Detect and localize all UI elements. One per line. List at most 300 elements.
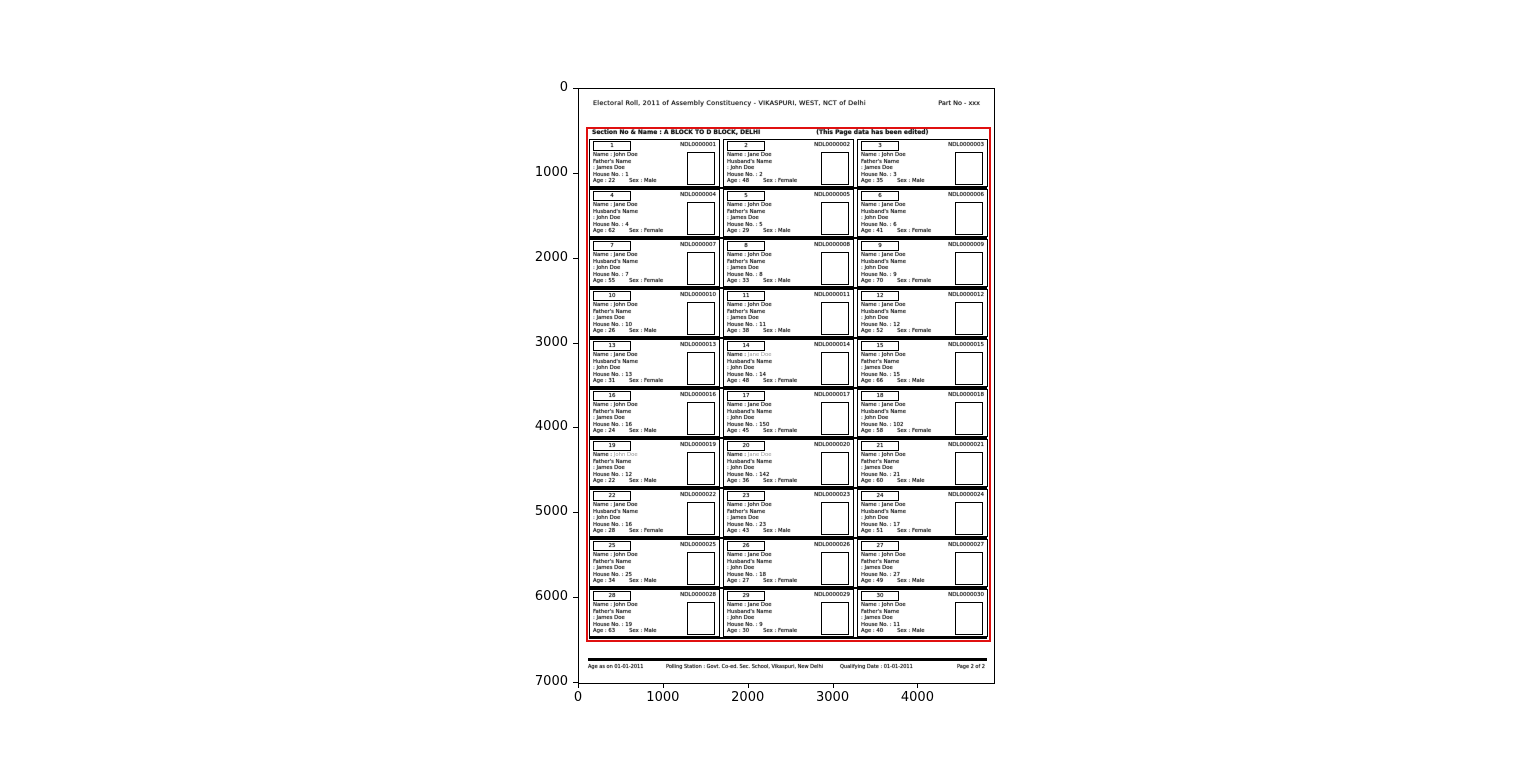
epic-number: NDL0000023 [814,492,850,498]
card-row [589,289,987,339]
epic-number: NDL0000004 [680,192,716,198]
section-label: Section No & Name : A BLOCK TO D BLOCK, DELHI [592,129,761,136]
relation-label-line: Husband's Name [593,358,638,365]
relation-value-line: : John Doe [861,215,889,222]
voter-details [861,402,953,435]
epic-number: NDL0000005 [814,192,850,198]
plot-axes [578,88,995,684]
voter-card [589,239,720,287]
house-line: House No. : 8 [727,271,763,278]
house-line: House No. : 14 [727,371,766,378]
house-line: House No. : 10 [593,321,632,328]
voter-details [593,152,685,185]
house-line: House No. : 150 [727,421,770,428]
serial-number: 16 [593,391,631,401]
relation-value-line: : James Doe [727,315,759,322]
photo-box [821,152,849,185]
voter-name-line: Name : John Doe [727,302,772,308]
y-tick-label: 5000 [534,504,568,520]
voter-details [593,502,685,535]
photo-box [821,252,849,285]
relation-value-line: : James Doe [593,465,625,472]
photo-box [821,302,849,335]
epic-number: NDL0000027 [948,542,984,548]
photo-box [955,252,983,285]
relation-value-line: : John Doe [727,365,755,372]
voter-details [727,452,819,485]
epic-number: NDL0000022 [680,492,716,498]
house-line: House No. : 4 [593,221,629,228]
voter-details [861,552,953,585]
relation-label-line: Father's Name [593,608,632,615]
footer-page-number: Page 2 of 2 [956,664,985,670]
serial-number: 21 [861,441,899,451]
footer-age-note: Age as on 01-01-2011 [588,664,644,670]
voter-details [593,402,685,435]
relation-label-line: Husband's Name [861,308,906,315]
y-tick-label: 6000 [534,589,568,605]
voter-card [723,389,854,437]
epic-number: NDL0000025 [680,542,716,548]
card-row [589,539,987,589]
house-line: House No. : 3 [861,171,897,178]
voter-card [723,339,854,387]
voter-name-line: Name : Jane Doe [861,252,906,258]
relation-label-line: Husband's Name [861,508,906,515]
epic-number: NDL0000019 [680,442,716,448]
relation-label-line: Husband's Name [593,258,638,265]
voter-name-line: Name : John Doe [727,202,772,208]
relation-label-line: Father's Name [593,308,632,315]
relation-value-line: : James Doe [861,365,893,372]
photo-box [821,552,849,585]
age-sex-line: Age : 45 Sex : Female [727,428,798,435]
x-tick-label: 1000 [646,690,680,705]
serial-number: 7 [593,241,631,251]
house-line: House No. : 9 [861,271,897,278]
house-line: House No. : 7 [593,271,629,278]
photo-box [687,502,715,535]
epic-number: NDL0000013 [680,342,716,348]
voter-card-grid [589,139,987,639]
voter-name-line: Name : Jane Doe [861,202,906,208]
voter-card [723,189,854,237]
voter-details [727,602,819,635]
epic-number: NDL0000008 [814,242,850,248]
y-tick-label: 7000 [534,674,568,689]
epic-number: NDL0000029 [814,592,850,598]
voter-details [861,502,953,535]
electoral-roll-page [579,89,994,683]
relation-value-line: : James Doe [593,415,625,422]
voter-details [861,302,953,335]
voter-card [723,489,854,537]
age-sex-line: Age : 27 Sex : Female [727,578,798,585]
age-sex-line: Age : 58 Sex : Female [861,428,932,435]
card-row [589,389,987,439]
y-tick-label: 0 [559,80,568,95]
relation-value-line: : John Doe [593,365,621,372]
epic-number: NDL0000012 [948,292,984,298]
voter-name-line: Name : Jane Doe [593,252,638,258]
voter-name-line: Name : Jane Doe [727,452,772,458]
relation-value-line: : John Doe [727,565,755,572]
house-line: House No. : 11 [727,321,766,328]
house-line: House No. : 21 [861,471,900,478]
voter-details [727,352,819,385]
voter-card [857,539,988,587]
photo-box [955,452,983,485]
voter-card [589,589,720,637]
age-sex-line: Age : 48 Sex : Female [727,178,798,185]
voter-name-line: Name : John Doe [861,452,906,458]
footer-station: Polling Station : Govt. Co-ed. Sec. School, Vikaspuri, New Delhi [666,664,824,670]
relation-label-line: Father's Name [861,608,900,615]
serial-number: 28 [593,591,631,601]
epic-number: NDL0000014 [814,342,850,348]
epic-number: NDL0000018 [948,392,984,398]
serial-number: 19 [593,441,631,451]
relation-value-line: : James Doe [593,165,625,172]
voter-card [857,239,988,287]
card-row [589,489,987,539]
house-line: House No. : 25 [593,571,632,578]
photo-box [687,352,715,385]
relation-label-line: Father's Name [593,558,632,565]
voter-details [593,302,685,335]
voter-name-line: Name : John Doe [727,502,772,508]
age-sex-line: Age : 31 Sex : Female [593,378,664,385]
epic-number: NDL0000021 [948,442,984,448]
house-line: House No. : 9 [727,621,763,628]
relation-label-line: Husband's Name [727,358,772,365]
relation-value-line: : James Doe [727,515,759,522]
voter-details [861,252,953,285]
house-line: House No. : 13 [593,371,632,378]
voter-card [723,239,854,287]
serial-number: 23 [727,491,765,501]
epic-number: NDL0000020 [814,442,850,448]
voter-card [857,189,988,237]
x-tick-label: 0 [573,690,583,705]
epic-number: NDL0000010 [680,292,716,298]
voter-details [727,302,819,335]
photo-box [687,552,715,585]
voter-card [857,289,988,337]
relation-label-line: Husband's Name [861,408,906,415]
relation-value-line: : James Doe [727,215,759,222]
age-sex-line: Age : 43 Sex : Male [727,528,791,535]
age-sex-line: Age : 26 Sex : Male [593,328,657,335]
house-line: House No. : 11 [861,621,900,628]
x-tick-label: 4000 [900,690,934,705]
relation-label-line: Father's Name [593,458,632,465]
voter-card [723,439,854,487]
epic-number: NDL0000006 [948,192,984,198]
house-line: House No. : 12 [861,321,900,328]
relation-label-line: Father's Name [593,408,632,415]
photo-box [687,602,715,635]
relation-value-line: : John Doe [593,215,621,222]
relation-value-line: : John Doe [727,415,755,422]
voter-name-line: Name : Jane Doe [861,302,906,308]
serial-number: 30 [861,591,899,601]
voter-name-line: Name : Jane Doe [727,152,772,158]
epic-number: NDL0000015 [948,342,984,348]
relation-label-line: Husband's Name [593,508,638,515]
section-note: (This Page data has been edited) [816,129,929,136]
age-sex-line: Age : 22 Sex : Male [593,178,657,185]
relation-value-line: : James Doe [727,265,759,272]
voter-name-line: Name : John Doe [593,552,638,558]
relation-value-line: : James Doe [593,565,625,572]
house-line: House No. : 6 [861,221,897,228]
relation-value-line: : John Doe [593,265,621,272]
house-line: House No. : 15 [861,371,900,378]
serial-number: 12 [861,291,899,301]
house-line: House No. : 102 [861,421,904,428]
relation-label-line: Husband's Name [727,558,772,565]
relation-value-line: : John Doe [727,615,755,622]
voter-card [589,289,720,337]
epic-number: NDL0000017 [814,392,850,398]
voter-card [857,389,988,437]
card-row [589,339,987,389]
voter-details [593,452,685,485]
relation-label-line: Father's Name [727,258,766,265]
voter-card [589,189,720,237]
epic-number: NDL0000030 [948,592,984,598]
voter-card [589,489,720,537]
epic-number: NDL0000007 [680,242,716,248]
age-sex-line: Age : 51 Sex : Female [861,528,932,535]
photo-box [687,252,715,285]
highlight-rectangle [586,127,991,642]
voter-details [861,452,953,485]
epic-number: NDL0000001 [680,142,716,148]
serial-number: 20 [727,441,765,451]
age-sex-line: Age : 40 Sex : Male [861,628,925,635]
relation-value-line: : John Doe [861,415,889,422]
house-line: House No. : 16 [593,421,632,428]
voter-card [857,339,988,387]
card-row [589,139,987,189]
serial-number: 14 [727,341,765,351]
voter-card [723,139,854,187]
voter-name-line: Name : John Doe [727,252,772,258]
age-sex-line: Age : 35 Sex : Male [861,178,925,185]
serial-number: 9 [861,241,899,251]
house-line: House No. : 16 [593,521,632,528]
x-tick-label: 3000 [816,690,850,705]
relation-value-line: : James Doe [593,315,625,322]
serial-number: 5 [727,191,765,201]
relation-label-line: Husband's Name [861,258,906,265]
voter-name-line: Name : Jane Doe [593,202,638,208]
epic-number: NDL0000026 [814,542,850,548]
section-header [592,129,982,136]
voter-card [589,439,720,487]
relation-label-line: Father's Name [861,358,900,365]
voter-details [593,552,685,585]
voter-details [861,202,953,235]
voter-name-line: Name : John Doe [593,152,638,158]
age-sex-line: Age : 52 Sex : Female [861,328,932,335]
relation-label-line: Father's Name [861,458,900,465]
serial-number: 4 [593,191,631,201]
house-line: House No. : 27 [861,571,900,578]
y-tick-label: 1000 [534,164,568,180]
card-row [589,589,987,639]
age-sex-line: Age : 63 Sex : Male [593,628,657,635]
voter-name-line: Name : John Doe [861,352,906,358]
relation-label-line: Husband's Name [727,158,772,165]
voter-card [857,439,988,487]
photo-box [955,502,983,535]
relation-value-line: : John Doe [861,315,889,322]
photo-box [687,152,715,185]
serial-number: 24 [861,491,899,501]
voter-name-line: Name : Jane Doe [861,402,906,408]
serial-number: 26 [727,541,765,551]
voter-details [861,152,953,185]
serial-number: 22 [593,491,631,501]
voter-card [723,289,854,337]
photo-box [687,302,715,335]
age-sex-line: Age : 55 Sex : Female [593,278,664,285]
card-row [589,189,987,239]
age-sex-line: Age : 34 Sex : Male [593,578,657,585]
voter-card [857,489,988,537]
voter-details [593,202,685,235]
house-line: House No. : 1 [593,171,629,178]
photo-box [955,352,983,385]
voter-details [727,152,819,185]
age-sex-line: Age : 36 Sex : Female [727,478,798,485]
age-sex-line: Age : 62 Sex : Female [593,228,664,235]
relation-value-line: : John Doe [861,265,889,272]
epic-number: NDL0000002 [814,142,850,148]
x-tick-label: 2000 [731,690,765,705]
age-sex-line: Age : 30 Sex : Female [727,628,798,635]
serial-number: 29 [727,591,765,601]
age-sex-line: Age : 22 Sex : Male [593,478,657,485]
voter-details [727,202,819,235]
epic-number: NDL0000028 [680,592,716,598]
document-title: Electoral Roll, 2011 of Assembly Constituency - VIKASPURI, WEST, NCT of Delhi [593,99,866,107]
age-sex-line: Age : 33 Sex : Male [727,278,791,285]
relation-value-line: : John Doe [727,465,755,472]
relation-value-line: : James Doe [861,165,893,172]
serial-number: 1 [593,141,631,151]
voter-name-line: Name : John Doe [861,552,906,558]
voter-name-line: Name : John Doe [593,302,638,308]
house-line: House No. : 5 [727,221,763,228]
voter-name-line: Name : John Doe [593,402,638,408]
voter-card [589,139,720,187]
relation-label-line: Father's Name [727,208,766,215]
age-sex-line: Age : 49 Sex : Male [861,578,925,585]
serial-number: 18 [861,391,899,401]
photo-box [687,402,715,435]
age-sex-line: Age : 70 Sex : Female [861,278,932,285]
photo-box [955,602,983,635]
house-line: House No. : 12 [593,471,632,478]
serial-number: 8 [727,241,765,251]
relation-label-line: Husband's Name [727,608,772,615]
y-tick-label: 3000 [534,334,568,350]
footer-qualifying: Qualifying Date : 01-01-2011 [840,664,913,670]
relation-label-line: Father's Name [593,158,632,165]
age-sex-line: Age : 28 Sex : Female [593,528,664,535]
voter-details [593,352,685,385]
card-row [589,439,987,489]
age-sex-line: Age : 41 Sex : Female [861,228,932,235]
relation-value-line: : James Doe [861,565,893,572]
voter-name-line: Name : Jane Doe [861,502,906,508]
relation-value-line: : James Doe [861,615,893,622]
photo-box [955,152,983,185]
relation-label-line: Husband's Name [727,408,772,415]
voter-name-line: Name : Jane Doe [727,402,772,408]
age-sex-line: Age : 24 Sex : Male [593,428,657,435]
age-sex-line: Age : 66 Sex : Male [861,378,925,385]
serial-number: 2 [727,141,765,151]
relation-label-line: Husband's Name [727,458,772,465]
card-row [589,239,987,289]
voter-name-line: Name : Jane Doe [593,352,638,358]
relation-value-line: : John Doe [861,515,889,522]
y-tick-label: 4000 [534,419,568,435]
voter-card [857,589,988,637]
voter-name-line: Name : Jane Doe [593,502,638,508]
age-sex-line: Age : 38 Sex : Male [727,328,791,335]
photo-box [821,202,849,235]
voter-details [727,502,819,535]
relation-label-line: Father's Name [727,308,766,315]
voter-details [593,602,685,635]
serial-number: 3 [861,141,899,151]
voter-details [861,352,953,385]
serial-number: 25 [593,541,631,551]
voter-name-line: Name : John Doe [861,152,906,158]
photo-box [821,402,849,435]
serial-number: 27 [861,541,899,551]
voter-name-line: Name : Jane Doe [727,352,772,358]
serial-number: 6 [861,191,899,201]
part-number: Part No - xxx [938,99,980,107]
house-line: House No. : 142 [727,471,770,478]
y-tick-label: 2000 [534,249,568,265]
relation-label-line: Husband's Name [861,208,906,215]
photo-box [955,202,983,235]
age-sex-line: Age : 29 Sex : Male [727,228,791,235]
photo-box [955,302,983,335]
voter-card [723,539,854,587]
voter-name-line: Name : John Doe [593,452,638,458]
epic-number: NDL0000016 [680,392,716,398]
relation-label-line: Father's Name [861,558,900,565]
house-line: House No. : 17 [861,521,900,528]
relation-value-line: : James Doe [593,615,625,622]
relation-value-line: : John Doe [727,165,755,172]
photo-box [821,502,849,535]
voter-name-line: Name : Jane Doe [727,602,772,608]
voter-card [589,339,720,387]
serial-number: 17 [727,391,765,401]
photo-box [821,352,849,385]
house-line: House No. : 2 [727,171,763,178]
